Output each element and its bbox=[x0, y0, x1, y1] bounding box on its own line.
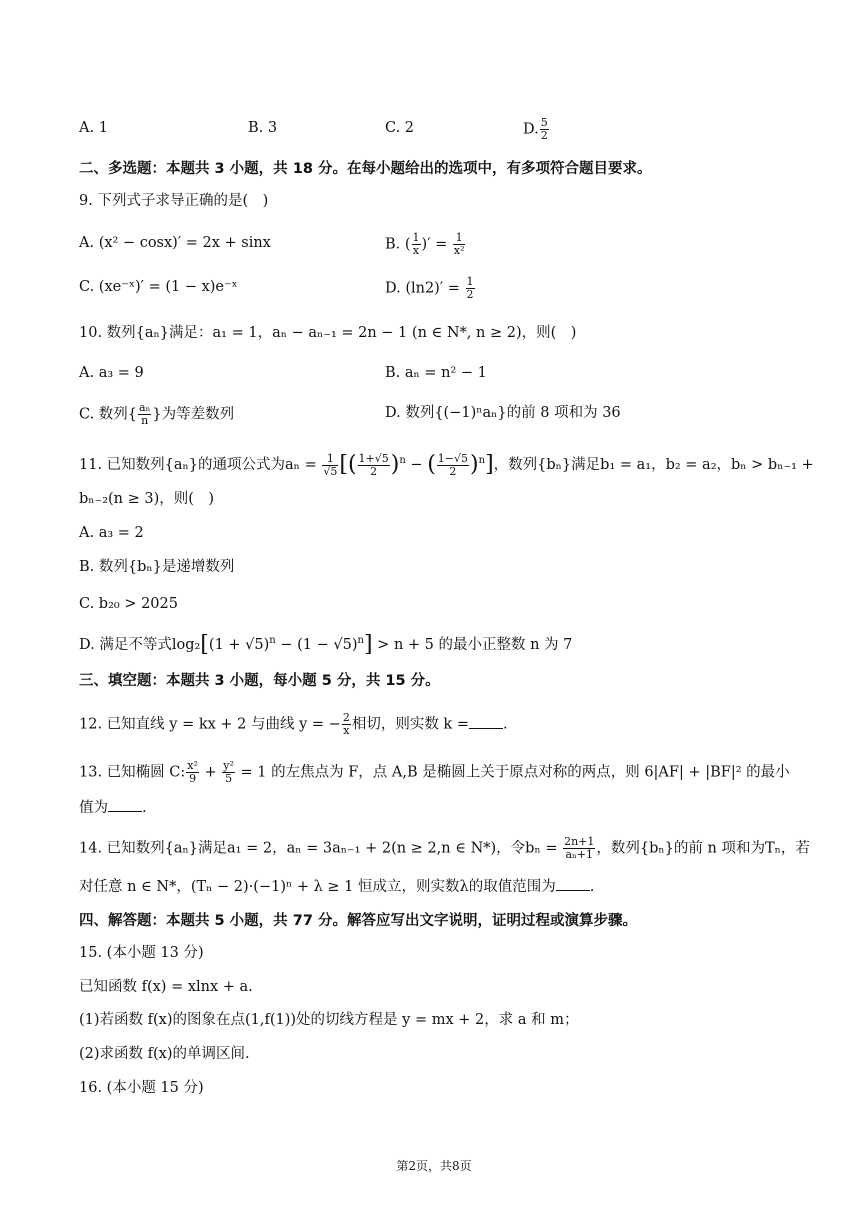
page-footer: 第2页，共8页 bbox=[396, 1159, 472, 1173]
q13-line2: 值为 . bbox=[79, 797, 147, 819]
q11-option-d: D. 满足不等式$\log_2[(1 + √5)^n - (1 - √5)^n] > n + 5$ 的最小正整数 n 为 7 bbox=[79, 632, 573, 657]
q16-title: 16. (本小题 15 分) bbox=[79, 1080, 204, 1096]
q9-option-c: C. (xe⁻ˣ)′ = (1 − x)e⁻ˣ bbox=[79, 279, 238, 295]
q9-stem: 9. 下列式子求导正确的是( ) bbox=[79, 193, 269, 209]
q10-stem: 10. 数列{aₙ}满足：a₁ = 1，aₙ − aₙ₋₁ = 2n − 1 (n ∈ N*, n ≥ 2)，则( ) bbox=[79, 325, 577, 341]
q8-option-d: D. $\frac{5}{2}$ bbox=[523, 116, 548, 142]
q9-option-b: B. ( $\frac{1}{x}$ )′ = $\frac{1}{\text{x²}}$ bbox=[385, 231, 465, 257]
q13-line1: 13. 已知椭圆 C: $\frac{\text{x²}}{9}$ + $\frac{\text{y²}}{5}$ = 1 的左焦点为 F，点 A,B 是椭圆上关于原点对称的两点，则 6|AF| + |BF|² 的最小 bbox=[79, 759, 790, 785]
q11-stem-line2: bₙ₋₂(n ≥ 3)，则( ) bbox=[79, 491, 215, 507]
q14-line1: 14. 已知数列{aₙ}满足a₁ = 2，aₙ = 3aₙ₋₁ + 2(n ≥ 2,n ∈ N*)，令bₙ = $\frac{2n+1}{\text{aₙ+1}}$ ，数列{bₙ}的前 n 项和为Tₙ，若 bbox=[79, 835, 810, 861]
q10-option-c: C. 数列{ $\frac{\text{aₙ}}{n}$ }为等差数列 bbox=[79, 401, 235, 427]
q10-option-d: D. 数列{(−1)ⁿaₙ}的前 8 项和为 36 bbox=[385, 405, 621, 421]
q11-option-a: A. a₃ = 2 bbox=[79, 525, 144, 541]
q12-answer-blank[interactable] bbox=[469, 714, 503, 729]
q14-answer-blank[interactable] bbox=[556, 876, 590, 891]
q8-option-a: A. 1 bbox=[79, 120, 108, 136]
q15-part-2: (2)求函数 f(x)的单调区间. bbox=[79, 1046, 250, 1062]
q14-line2: 对任意 n ∈ N*，(Tₙ − 2)·(−1)ⁿ + λ ≥ 1 恒成立，则实数λ的取值范围为 . bbox=[79, 876, 594, 898]
q12: 12. 已知直线 y = kx + 2 与曲线 y = − $\frac{2}{x}$ 相切，则实数 k = . bbox=[79, 711, 508, 737]
section-2-heading: 二、多选题：本题共 3 小题，共 18 分。在每小题给出的选项中，有多项符合题目要求。 bbox=[79, 161, 652, 177]
q10-option-b: B. aₙ = n² − 1 bbox=[385, 365, 487, 381]
q8-option-c: C. 2 bbox=[385, 120, 415, 136]
q11-stem-line1: 11. 已知数列{aₙ}的通项公式为aₙ = $\frac{1}{√5}$ [( $\frac{1+√5}{2}$ )$^n$ − ( $\frac{1-√5}{2}$ )$^n$]，数列{bₙ}满足b₁ = a₁，b₂ = a₂，bₙ > bₙ₋₁ + bbox=[79, 451, 814, 478]
q9-option-d: D. (ln2)′ = $\frac{1}{2}$ bbox=[385, 275, 474, 301]
q11-option-b: B. 数列{bₙ}是递增数列 bbox=[79, 559, 235, 575]
q9-option-a: A. (x² − cosx)′ = 2x + sinx bbox=[79, 235, 271, 251]
q10-option-a: A. a₃ = 9 bbox=[79, 365, 144, 381]
section-3-heading: 三、填空题：本题共 3 小题，每小题 5 分，共 15 分。 bbox=[79, 673, 440, 689]
q11-option-c: C. b₂₀ > 2025 bbox=[79, 596, 178, 612]
section-4-heading: 四、解答题：本题共 5 小题，共 77 分。解答应写出文字说明，证明过程或演算步骤。 bbox=[79, 913, 637, 929]
q15-part-1: (1)若函数 f(x)的图象在点(1,f(1))处的切线方程是 y = mx + 2，求 a 和 m； bbox=[79, 1012, 579, 1028]
q8-option-b: B. 3 bbox=[248, 120, 278, 136]
q13-answer-blank[interactable] bbox=[108, 797, 142, 812]
q15-given: 已知函数 f(x) = xlnx + a. bbox=[79, 979, 253, 995]
q15-title: 15. (本小题 13 分) bbox=[79, 945, 204, 961]
